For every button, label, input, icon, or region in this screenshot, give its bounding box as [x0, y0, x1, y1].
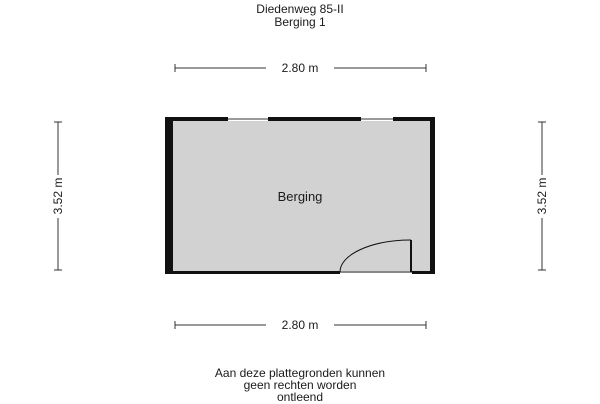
window-left	[228, 117, 268, 121]
address-title: Diedenweg 85-II	[256, 2, 344, 16]
dimension-top-label: 2.80 m	[281, 61, 319, 75]
disclaimer-line-2: geen rechten worden	[243, 378, 357, 392]
floor-subtitle: Berging 1	[274, 15, 326, 29]
dimension-left-label: 3.52 m	[51, 177, 65, 215]
disclaimer-line-1: Aan deze plattegronden kunnen	[214, 366, 386, 380]
disclaimer-line-3: ontleend	[276, 390, 324, 404]
room-label: Berging	[277, 189, 323, 204]
dimension-right-label: 3.52 m	[535, 177, 549, 215]
dimension-bottom-label: 2.80 m	[281, 318, 319, 332]
disclaimer	[0, 367, 600, 403]
window-right	[361, 117, 393, 121]
